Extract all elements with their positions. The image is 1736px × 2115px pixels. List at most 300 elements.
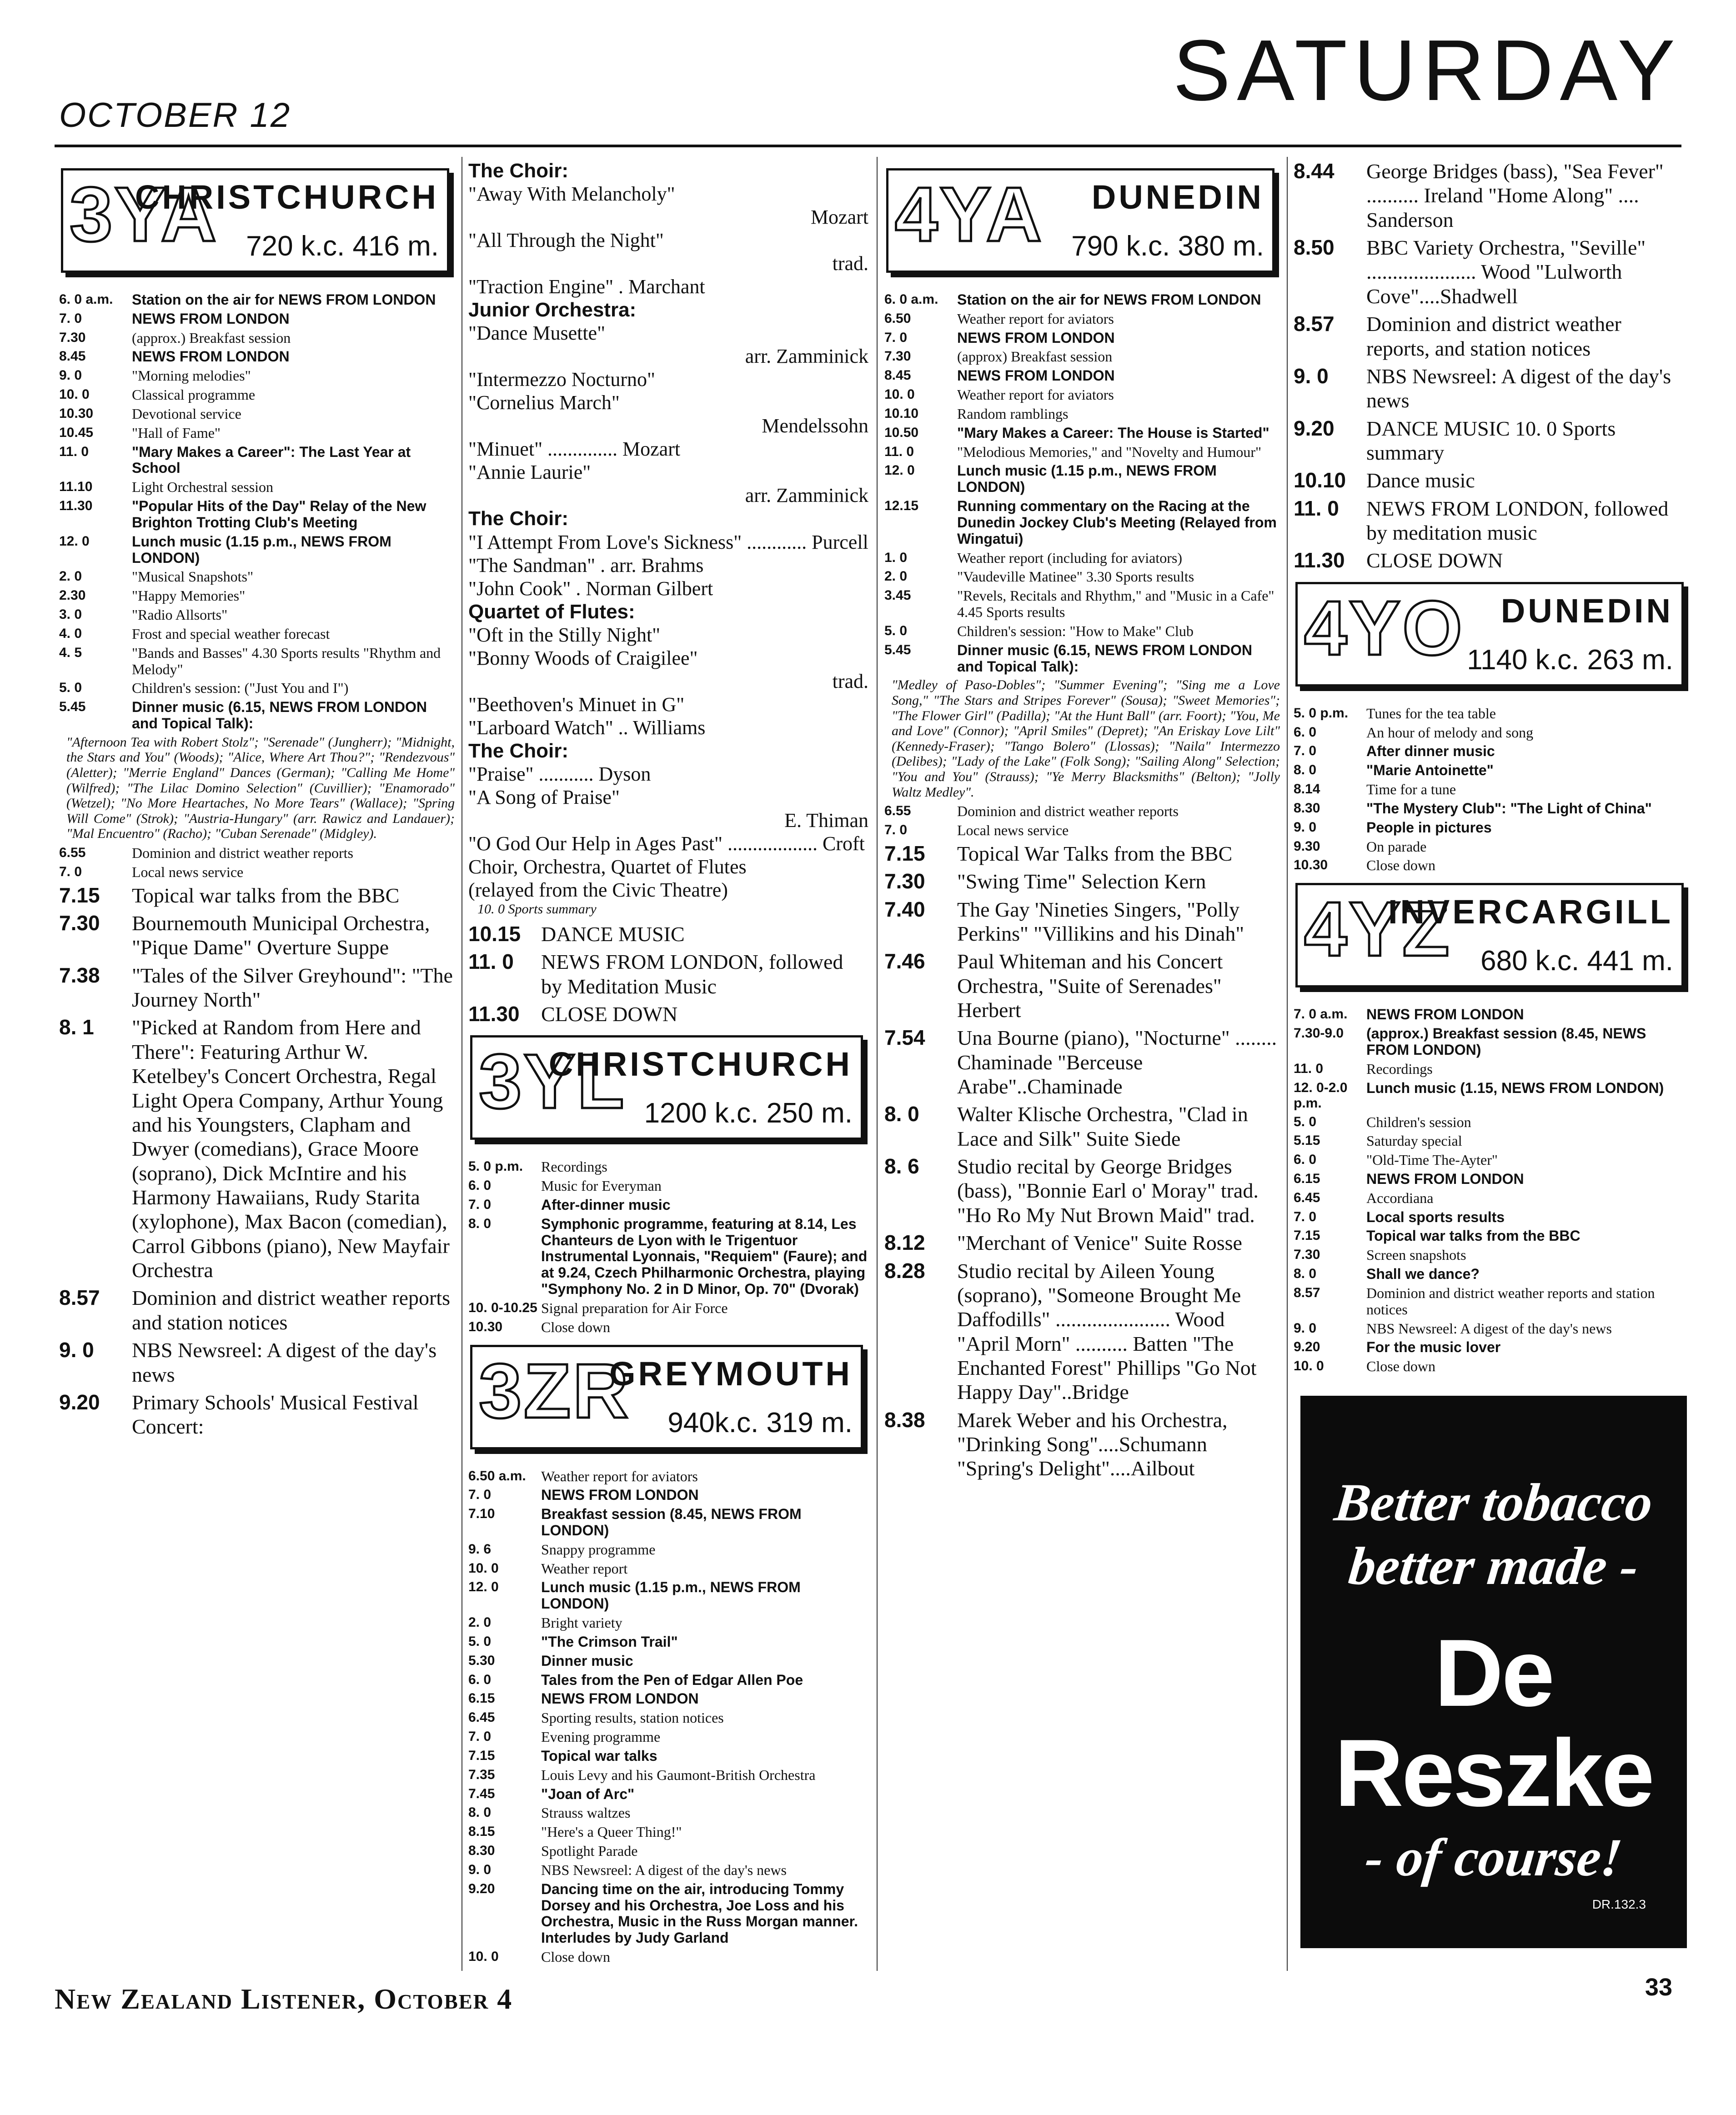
schedule-time: 11. 0 [468,950,514,974]
schedule-programme: Bright variety [541,1614,622,1631]
schedule-row [59,569,455,585]
schedule-programme: Dominion and district weather reports and station notices [132,1286,451,1334]
schedule-time: 7. 0 [1294,1209,1317,1224]
schedule-row [59,699,455,732]
schedule-programme: Marek Weber and his Orchestra, "Drinking Song"....Schumann "Spring's Delight"....Ailbout [957,1408,1228,1480]
schedule-programme: "Mary Makes a Career: The House is Started" [957,424,1269,441]
concert-line: arr. Zamminick [745,484,868,507]
schedule-time: 10.50 [884,425,919,440]
schedule-row [59,292,455,308]
schedule-time: 8. 0 [468,1805,492,1820]
concert-line: trad. [832,252,868,275]
schedule-programme: "Tales of the Silver Greyhound": "The Journey North" [132,963,453,1012]
schedule-row [884,803,1280,820]
concert-programme [468,159,868,917]
schedule-programme: "Revels, Recitals and Rhythm," and "Music in a Cafe" 4.45 Sports results [957,587,1274,621]
schedule-programme: Local news service [957,822,1069,838]
station-name: DUNEDIN [1091,178,1264,216]
concert-line: The Choir: [468,507,568,530]
schedule-row [1294,1152,1689,1168]
schedule-programme: Topical war talks from the BBC [1366,1228,1580,1244]
header-rule [55,145,1681,147]
schedule-programme: NEWS FROM LONDON [541,1690,699,1707]
schedule-row [884,550,1280,566]
schedule-programme: Symphonic programme, featuring at 8.14, Les Chanteurs de Lyon with le Trigentuor Instrumental Lyonnais, "Requiem" (Faure); and at 9.24, Czech Philharmonic Orchestra, playing "Symphony No. 2 in D Minor, Op. 70" (Dvorak) [541,1215,868,1298]
schedule-programme: After dinner music [1366,743,1495,760]
station-box-3yl [470,1035,863,1140]
schedule-programme: For the music lover [1366,1339,1501,1356]
schedule-row [884,897,1280,946]
schedule-time: 7. 0 [59,311,82,326]
tobacco-advertisement [1300,1396,1687,1948]
schedule-programme: (approx.) Breakfast session (8.45, NEWS FROM LONDON) [1366,1025,1646,1058]
schedule-time: 2. 0 [59,569,82,584]
schedule-time: 7.30 [59,911,100,935]
schedule-time: 10.15 [468,922,521,946]
concert-line: "Minuet" .............. Mozart [468,438,681,461]
schedule-row [468,1002,868,1026]
schedule-4yo [1294,706,1689,874]
schedule-time: 10. 0 [468,1949,499,1965]
page-number: 33 [1645,1974,1672,2001]
schedule-time: 5.30 [468,1653,495,1668]
schedule-row [468,1634,868,1650]
schedule-programme: NBS Newsreel: A digest of the day's news [1366,364,1671,412]
schedule-time: 6.50 [884,311,911,326]
schedule-row [884,1259,1280,1404]
concert-line: "O God Our Help in Ages Past" .................. Croft [468,832,865,855]
schedule-time: 10. 0 [884,387,915,402]
schedule-programme: "Picked at Random from Here and There": Featuring Arthur W. Ketelbey's Concert Orchestra, Regal Light Opera Company, Arthur Young and his Youngsters, Clapham and Dwyer (comedians), Grace Moore (soprano), Dick McIntire and his Harmony Hawaiians, Rudy Starita (xylophone), Max Bacon (comedian), Carrol Gibbons (piano), New Mayfair Orchestra [132,1016,450,1282]
schedule-programme: Shall we dance? [1366,1266,1480,1283]
schedule-3ya-news [59,845,455,881]
station-frequency: 720 k.c. 416 m. [246,231,439,262]
schedule-programme: Children's session: ("Just You and I") [132,680,349,697]
concert-line: The Choir: [468,739,568,762]
concert-line: "All Through the Night" [468,229,664,252]
schedule-time: 9. 0 [1294,1320,1317,1336]
schedule-programme: Breakfast session (8.45, NEWS FROM LONDON) [541,1506,802,1539]
schedule-programme: DANCE MUSIC [541,922,685,946]
schedule-programme: CLOSE DOWN [541,1002,678,1026]
schedule-time: 8.15 [468,1824,495,1839]
schedule-programme: Time for a tune [1366,781,1456,798]
schedule-row [468,1468,868,1485]
column-divider [877,157,878,1971]
schedule-row [468,922,868,946]
schedule-row [59,883,455,907]
schedule-time: 6. 0 a.m. [59,292,113,307]
schedule-row [468,1843,868,1859]
schedule-row [468,1862,868,1879]
schedule-3ya-evening [59,883,455,1439]
schedule-programme: "Vaudeville Matinee" 3.30 Sports results [957,568,1194,585]
schedule-time: 5. 0 [59,680,82,696]
schedule-row [1294,548,1689,572]
schedule-programme: Sporting results, station notices [541,1709,724,1726]
schedule-time: 7. 0 [468,1487,492,1503]
schedule-row [884,349,1280,365]
concert-line: Choir, Orchestra, Quartet of Flutes [468,855,747,878]
schedule-time: 6.45 [1294,1190,1320,1205]
concert-line: "Oft in the Stilly Night" [468,623,661,646]
schedule-programme: NEWS FROM LONDON [132,310,290,327]
concert-line: Mendelssohn [762,415,868,437]
schedule-programme: Dinner music (6.15, NEWS FROM LONDON and Topical Talk): [957,642,1252,675]
schedule-row [59,498,455,531]
concert-line: "The Sandman" . arr. Brahms [468,554,704,576]
schedule-4ya-day [884,292,1280,675]
schedule-row [59,368,455,384]
schedule-programme: Dominion and district weather reports and station notices [1366,1284,1655,1318]
schedule-row [1294,1247,1689,1263]
schedule-row [59,963,455,1012]
schedule-time: 7.30 [59,330,86,345]
schedule-programme: On parade [1366,838,1427,855]
schedule-programme: Weather report [541,1560,628,1577]
schedule-time: 10.45 [59,425,94,440]
schedule-time: 7.30 [884,349,911,364]
schedule-programme: Lunch music (1.15, NEWS FROM LONDON) [1366,1079,1664,1096]
schedule-row [468,1300,868,1317]
concert-line: 10. 0 Sports summary [477,902,597,917]
schedule-time: 6.50 a.m. [468,1468,526,1484]
column-divider [1287,157,1288,1971]
schedule-programme: Tunes for the tea table [1366,705,1496,722]
concert-line: (relayed from the Civic Theatre) [468,878,728,901]
schedule-row [468,1561,868,1577]
schedule-programme: NEWS FROM LONDON, followed by meditation music [1366,496,1669,545]
schedule-time: 5.15 [1294,1133,1320,1148]
schedule-row [1294,1026,1689,1058]
schedule-row [59,311,455,327]
schedule-time: 3. 0 [59,607,82,622]
schedule-time: 10.30 [468,1319,503,1334]
schedule-time: 2. 0 [884,569,908,584]
schedule-time: 7. 0 [59,864,82,879]
schedule-time: 11. 0 [884,444,914,459]
schedule-row [1294,416,1689,465]
schedule-row [59,534,455,566]
station-call-sign: 3YL [479,1038,626,1125]
schedule-row [1294,762,1689,779]
schedule-programme: Paul Whiteman and his Concert Orchestra, "Suite of Serenades" Herbert [957,950,1223,1022]
schedule-time: 8. 0 [884,1102,919,1126]
schedule-programme: Lunch music (1.15 p.m., NEWS FROM LONDON) [541,1579,801,1612]
dinner-music-list: "Medley of Paso-Dobles"; "Summer Evening"; "Sing me a Love Song," "The Stars and Stripes Forever" (Sousa); "Sweet Memories"; "The Flower Girl" (Padilla); "At the Hunt Ball" (arr. Foort); "You, Me and Love" (Connor); "April Smiles" (Depret); "An Eriskay Love Lilt" (Kennedy-Fraser); "Tango Bolero" (Llossas); "Naila" Intermezzo (Delibes); "Lady of the Lake" (Folk Song); "Sailing Along" Selection; "You and You" (Strauss); "Ye Merry Blacksmiths" (Belton); "Jolly Waltz Medley". [892,677,1280,800]
station-name: INVERCARGILL [1388,893,1673,931]
station-name: CHRISTCHURCH [135,178,439,216]
schedule-programme: Dominion and district weather reports, and station notices [1366,312,1621,360]
schedule-time: 5. 0 [1294,1114,1317,1129]
schedule-programme: "Swing Time" Selection Kern [957,870,1206,893]
schedule-time: 6. 0 [468,1178,492,1193]
schedule-programme: Weather report for aviators [957,386,1114,403]
schedule-programme: Lunch music (1.15 p.m., NEWS FROM LONDON) [957,462,1217,496]
column-2 [468,159,868,1973]
concert-line: "I Attempt From Love's Sickness" ............ Purcell [468,531,868,553]
schedule-row [59,645,455,678]
schedule-time: 8. 0 [468,1216,492,1231]
schedule-programme: Close down [1366,1358,1435,1375]
schedule-time: 8. 0 [1294,1266,1317,1282]
concert-line: "Praise" ........... Dyson [468,762,651,785]
schedule-row [1294,1209,1689,1226]
footer-publication: New Zealand Listener, October 4 [55,1983,513,2015]
schedule-row [1294,1266,1689,1283]
schedule-programme: "Mary Makes a Career": The Last Year at School [132,443,411,476]
schedule-programme: Dance music [1366,469,1475,492]
schedule-row [468,950,868,998]
schedule-programme: Station on the air for NEWS FROM LONDON [132,291,436,308]
schedule-time: 8.38 [884,1408,925,1432]
page-date: OCTOBER 12 [59,96,291,135]
schedule-time: 10.30 [59,406,94,421]
schedule-programme: Close down [541,1949,610,1965]
schedule-time: 7.15 [884,841,925,865]
schedule-time: 11. 0 [1294,1061,1324,1076]
schedule-time: 9. 0 [1294,819,1317,835]
schedule-programme: Saturday special [1366,1133,1462,1149]
ad-slogan-line: - of course! [1362,1827,1625,1887]
schedule-row [884,311,1280,327]
schedule-time: 11.30 [59,498,93,514]
schedule-row [468,1824,868,1840]
schedule-time: 3.45 [884,588,911,603]
schedule-row [1294,801,1689,817]
schedule-programme: Dancing time on the air, introducing Tommy Dorsey and his Orchestra, Joe Loss and his Orchestra, Music in the Russ Morgan manner. Interludes by Judy Garland [541,1880,858,1946]
schedule-row [1294,159,1689,232]
concert-line: "Traction Engine" . Marchant [468,276,705,298]
schedule-programme: Random ramblings [957,405,1069,422]
schedule-time: 8.45 [884,368,911,383]
concert-line: The Choir: [468,160,568,182]
schedule-time: 7.30 [884,869,925,893]
schedule-time: 7.15 [1294,1228,1320,1243]
schedule-row [59,479,455,496]
schedule-3yl [468,1159,868,1335]
schedule-programme: NEWS FROM LONDON [132,348,290,365]
schedule-row [884,387,1280,403]
schedule-programme: "Morning melodies" [132,367,251,384]
schedule-time: 12. 0-2.0 p.m. [1294,1080,1348,1111]
schedule-time: 6.15 [468,1691,495,1706]
schedule-programme: "Melodious Memories," and "Novelty and Humour" [957,443,1262,460]
schedule-row [59,1390,455,1439]
schedule-row [59,425,455,441]
schedule-row [884,330,1280,346]
schedule-time: 6.55 [59,845,86,861]
schedule-time: 7. 0 [468,1729,492,1744]
schedule-time: 9.30 [1294,838,1320,854]
schedule-time: 10.10 [1294,468,1346,492]
schedule-programme: Dominion and district weather reports [132,845,353,862]
schedule-time: 6.15 [1294,1171,1320,1186]
schedule-time: 8.28 [884,1258,925,1283]
schedule-row [884,949,1280,1022]
schedule-programme: Dominion and district weather reports [957,803,1179,820]
schedule-programme: "Radio Allsorts" [132,606,228,623]
schedule-time: 6. 0 a.m. [884,292,938,307]
schedule-programme: Recordings [1366,1060,1433,1077]
concert-line: "A Song of Praise" [468,786,620,808]
schedule-row [1294,1339,1689,1356]
schedule-programme: Close down [541,1318,610,1335]
station-name: DUNEDIN [1500,591,1673,630]
schedule-row [884,1408,1280,1481]
schedule-row [468,1653,868,1669]
schedule-time: 9. 6 [468,1541,492,1557]
schedule-time: 7.38 [59,963,100,987]
schedule-time: 8.57 [59,1286,100,1310]
schedule-row [884,292,1280,308]
page-day-title: SATURDAY [1173,22,1681,119]
schedule-row [59,680,455,697]
schedule-programme: Weather report (including for aviators) [957,549,1182,566]
schedule-programme: People in pictures [1366,819,1492,836]
schedule-time: 10.30 [1294,857,1328,873]
schedule-programme: Dinner music (6.15, NEWS FROM LONDON and Topical Talk): [132,699,427,732]
schedule-time: 7.40 [884,897,925,921]
schedule-programme: NEWS FROM LONDON [957,329,1115,346]
schedule-row [884,425,1280,441]
schedule-row [884,869,1280,893]
schedule-row [884,498,1280,547]
schedule-time: 12.15 [884,498,919,514]
schedule-programme: Devotional service [132,405,241,422]
station-box-4ya [886,168,1274,273]
schedule-4ya-evening [884,842,1280,1481]
schedule-programme: (approx) Breakfast session [957,348,1113,365]
schedule-programme: Local sports results [1366,1208,1505,1225]
schedule-row [468,1542,868,1558]
schedule-programme: "Bands and Basses" 4.30 Sports results "Rhythm and Melody" [132,644,441,677]
schedule-row [468,1159,868,1175]
schedule-row [884,623,1280,640]
schedule-time: 8.57 [1294,1285,1320,1300]
schedule-time: 7.46 [884,949,925,973]
schedule-programme: Local news service [132,863,244,880]
schedule-row [468,1710,868,1726]
schedule-time: 9.20 [1294,416,1335,440]
schedule-3ya-late [468,922,868,1026]
schedule-time: 8.12 [884,1231,925,1255]
schedule-row [1294,782,1689,798]
schedule-row [1294,1080,1689,1112]
schedule-time: 6. 0 [1294,1152,1317,1168]
station-call-sign: 4YA [895,171,1044,258]
schedule-time: 8.44 [1294,159,1335,183]
concert-line: "Beethoven's Minuet in G" [468,693,685,716]
schedule-programme: Screen snapshots [1366,1247,1466,1263]
schedule-programme: "Marie Antoinette" [1366,762,1494,779]
schedule-programme: Frost and special weather forecast [132,625,330,642]
schedule-row [59,845,455,862]
station-call-sign: 4YZ [1304,886,1451,973]
concert-line: Quartet of Flutes: [468,600,635,623]
schedule-row [468,1748,868,1764]
dinner-music-list: "Afternoon Tea with Robert Stolz"; "Serenade" (Jungherr); "Midnight, the Stars and You" (Woods); "Alice, Where Art Thou?"; "Rendezvous" (Aletter); "Merrie England" Dances (German); "Calling Me Home" (Wilfred); "The Lilac Domino Selection" (Cuvillier); "Enamorado" (Wetzel); "No More Heartaches, No More Tears" (Wallace); "Spring Will Come" (Strok); "Austria-Hungary" (arr. Rawicz and Landauer); "Mal Encuentro" (Racho); "Cuban Serenade" (Midgley). [66,734,455,842]
schedule-programme: Strauss waltzes [541,1804,631,1821]
schedule-row [468,1691,868,1707]
schedule-time: 7. 0 a.m. [1294,1007,1348,1022]
schedule-time: 5.45 [59,699,86,715]
schedule-programme: "Musical Snapshots" [132,568,254,585]
schedule-row [1294,364,1689,413]
schedule-programme: Tales from the Pen of Edgar Allen Poe [541,1671,803,1688]
schedule-programme: "Old-Time The-Ayter" [1366,1152,1498,1168]
station-call-sign: 3YA [70,171,219,258]
schedule-programme: The Gay 'Nineties Singers, "Polly Perkins" "Villikins and his Dinah" [957,897,1244,945]
schedule-row [468,1506,868,1539]
schedule-3ya-day [59,292,455,732]
schedule-time: 8. 0 [1294,762,1317,778]
schedule-programme: Studio recital by Aileen Young (soprano), "Someone Brought Me Daffodills" ...................... Wood "April Morn" .......... Batten "The Enchanted Forest" Phillips "Go Not Happy Day"..Bridge [957,1259,1257,1404]
schedule-time: 11.30 [468,1002,520,1026]
schedule-row [59,911,455,960]
schedule-row [468,1216,868,1298]
schedule-time: 4. 0 [59,626,82,641]
schedule-row [884,1154,1280,1227]
schedule-time: 8. 1 [59,1015,94,1039]
schedule-programme: Spotlight Parade [541,1843,638,1859]
schedule-time: 5. 0 [468,1634,492,1649]
concert-line: "Away With Melancholy" [468,183,675,205]
ad-reference-code: DR.132.3 [1592,1897,1646,1911]
schedule-programme: Children's session: "How to Make" Club [957,622,1194,639]
schedule-programme: NEWS FROM LONDON [1366,1171,1524,1187]
schedule-programme: "Hall of Fame" [132,424,221,441]
schedule-time: 8.57 [1294,312,1335,336]
schedule-programme: Topical war talks [541,1747,657,1764]
concert-line: "John Cook" . Norman Gilbert [468,577,713,600]
schedule-row [1294,1228,1689,1244]
schedule-row [468,1579,868,1612]
schedule-row [59,387,455,403]
schedule-programme: George Bridges (bass), "Sea Fever" .......... Ireland "Home Along" .... Sanderson [1366,160,1664,231]
station-name: GREYMOUTH [609,1354,853,1393]
schedule-row [1294,236,1689,308]
schedule-time: 7.30-9.0 [1294,1026,1344,1041]
schedule-time: 8.45 [59,349,86,364]
schedule-row [884,406,1280,422]
schedule-programme: NEWS FROM LONDON [541,1487,699,1504]
column-1 [59,159,455,1973]
schedule-programme: Bournemouth Municipal Orchestra, "Pique Dame" Overture Suppe [132,912,430,959]
schedule-programme: (approx.) Breakfast session [132,329,291,346]
station-name: CHRISTCHURCH [548,1045,853,1083]
schedule-programme: Close down [1366,857,1435,874]
schedule-time: 10. 0 [468,1560,499,1576]
schedule-row [468,1805,868,1821]
schedule-time: 11. 0 [59,444,89,459]
schedule-programme: "Popular Hits of the Day" Relay of the New Brighton Trotting Club's Meeting [132,498,426,531]
station-box-4yo [1295,582,1684,687]
schedule-programme: Recordings [541,1158,607,1175]
schedule-time: 2.30 [59,588,86,603]
station-box-3zr [470,1345,863,1449]
concert-line: trad. [832,670,868,692]
station-call-sign: 4YO [1304,585,1465,672]
schedule-programme: "The Crimson Trail" [541,1633,678,1650]
schedule-time: 11. 0 [1294,496,1339,520]
schedule-row [884,1026,1280,1098]
schedule-row [59,1015,455,1282]
schedule-programme: Music for Everyman [541,1178,662,1194]
schedule-time: 10.10 [884,406,919,421]
schedule-row [59,588,455,604]
schedule-programme: NEWS FROM LONDON [1366,1006,1524,1023]
